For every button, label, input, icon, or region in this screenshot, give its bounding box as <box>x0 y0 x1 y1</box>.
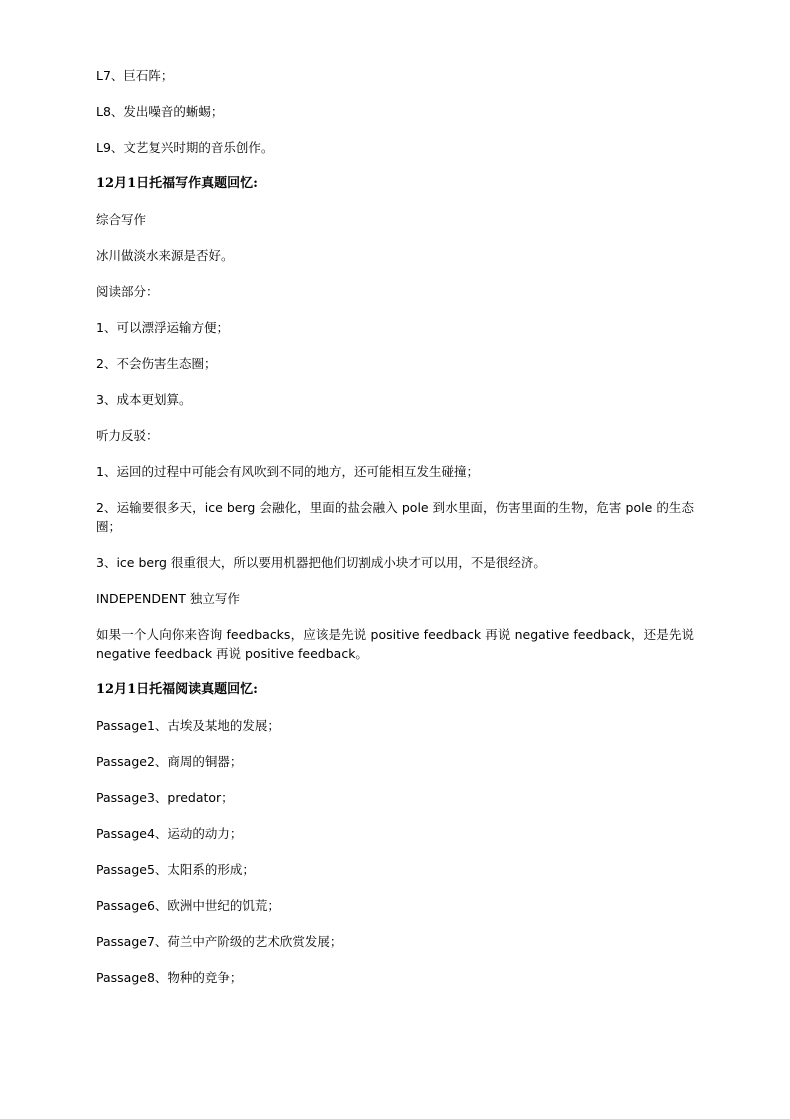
independent-writing-topic: 如果一个人向你来咨询 feedbacks，应该是先说 positive feedback 再说 negative feedback，还是先说 negative feedback 再说 positive feedback。 <box>96 627 694 661</box>
passage-item: Passage8、物种的竞争； <box>96 970 243 985</box>
reading-point: 2、不会伤害生态圈； <box>96 356 217 371</box>
listening-point: 2、运输要很多天，ice berg 会融化，里面的盐会融入 pole 到水里面，伤害里面的生物，危害 pole 的生态圈； <box>96 500 694 534</box>
passage-item: Passage3、predator； <box>96 790 234 805</box>
listening-rebuttal-title: 听力反驳： <box>96 428 159 443</box>
passage-item: Passage4、运动的动力； <box>96 826 243 841</box>
independent-writing-title: INDEPENDENT 独立写作 <box>96 591 240 606</box>
passage-item: Passage6、欧洲中世纪的饥荒； <box>96 898 280 913</box>
writing-heading: 12月1日托福写作真题回忆: <box>96 176 258 191</box>
writing-topic: 冰川做淡水来源是否好。 <box>96 248 234 263</box>
listening-l8: L8、发出噪音的蜥蜴； <box>96 104 224 119</box>
reading-part-title: 阅读部分： <box>96 284 159 299</box>
reading-point: 1、可以漂浮运输方便； <box>96 320 229 335</box>
reading-point: 3、成本更划算。 <box>96 392 192 407</box>
listening-l7: L7、巨石阵； <box>96 68 174 83</box>
integrated-writing-title: 综合写作 <box>96 212 147 227</box>
passage-item: Passage7、荷兰中产阶级的艺术欣赏发展； <box>96 934 343 949</box>
passage-item: Passage2、商周的铜器； <box>96 754 243 769</box>
document-page <box>96 66 694 1004</box>
listening-point: 3、ice berg 很重很大，所以要用机器把他们切割成小块才可以用，不是很经济。 <box>96 555 546 570</box>
listening-l9: L9、文艺复兴时期的音乐创作。 <box>96 140 274 155</box>
reading-heading: 12月1日托福阅读真题回忆: <box>96 682 258 697</box>
listening-point: 1、运回的过程中可能会有风吹到不同的地方，还可能相互发生碰撞； <box>96 464 479 479</box>
passage-item: Passage5、太阳系的形成； <box>96 862 255 877</box>
passage-item: Passage1、古埃及某地的发展； <box>96 718 280 733</box>
